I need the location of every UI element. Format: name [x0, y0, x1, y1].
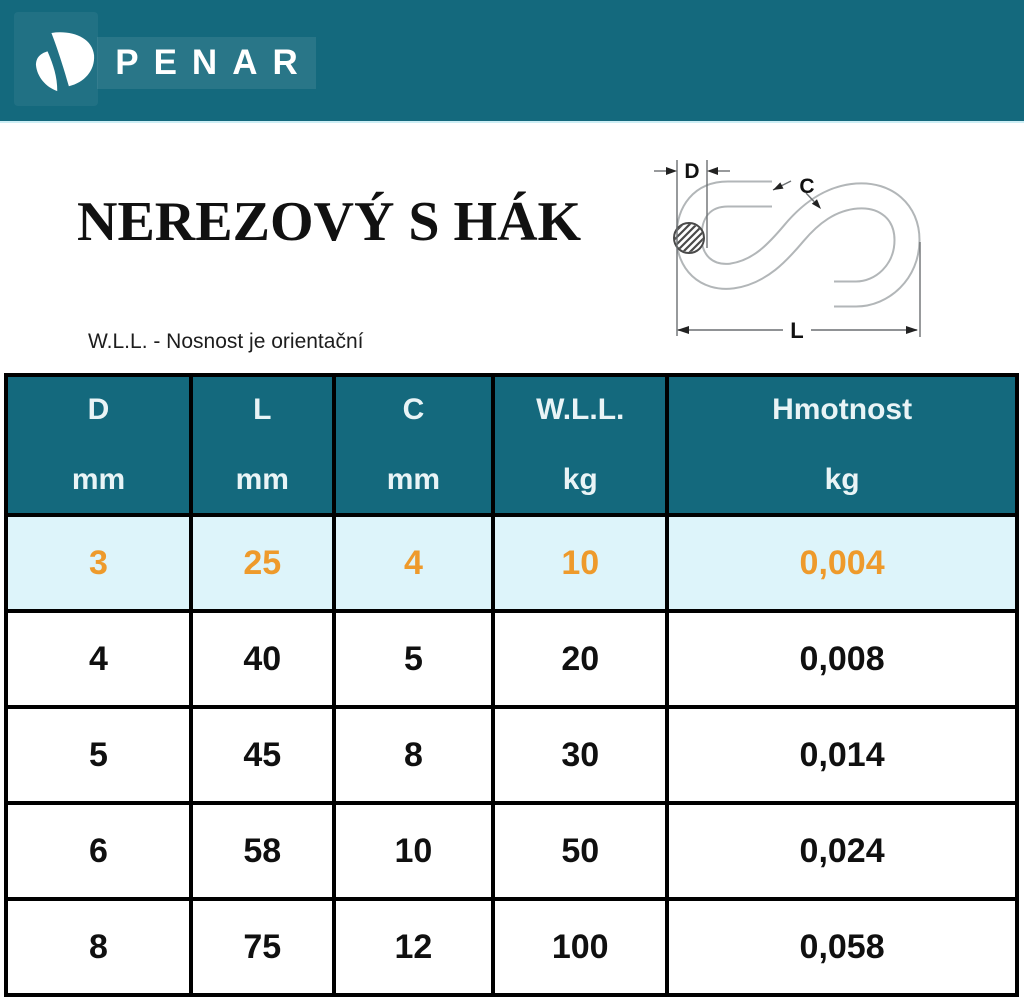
column-header-hmotnost: Hmotnost kg — [667, 375, 1017, 515]
wll-note: W.L.L. - Nosnost je orientační — [88, 330, 364, 353]
cell-hmotnost: 0,058 — [667, 899, 1017, 995]
penar-leaf-logo-icon — [34, 30, 96, 94]
brand-wordmark-box — [97, 37, 316, 89]
cell-c: 4 — [334, 515, 494, 611]
cell-wll: 30 — [493, 707, 667, 803]
cell-l: 45 — [191, 707, 334, 803]
cell-c: 5 — [334, 611, 494, 707]
dim-c-label: C — [799, 175, 815, 198]
brand-wordmark: PENAR — [115, 43, 313, 82]
cell-hmotnost: 0,024 — [667, 803, 1017, 899]
page-title: NEREZOVÝ S HÁK — [77, 191, 582, 253]
top-banner — [0, 0, 1024, 123]
cell-wll: 10 — [493, 515, 667, 611]
column-header-d: D mm — [6, 375, 191, 515]
cell-d: 3 — [6, 515, 191, 611]
dim-l-label: L — [790, 318, 804, 343]
cell-wll: 100 — [493, 899, 667, 995]
dim-d-label: D — [684, 160, 700, 183]
table-row — [6, 803, 1017, 899]
cell-l: 25 — [191, 515, 334, 611]
s-hook-diagram — [620, 140, 1000, 360]
cell-c: 12 — [334, 899, 494, 995]
spec-table — [4, 373, 1019, 997]
table-row-highlighted — [6, 515, 1017, 611]
dimension-c — [773, 175, 821, 209]
column-header-wll: W.L.L. kg — [493, 375, 667, 515]
column-header-l: L mm — [191, 375, 334, 515]
cell-l: 58 — [191, 803, 334, 899]
column-header-c: C mm — [334, 375, 494, 515]
cell-d: 4 — [6, 611, 191, 707]
cell-d: 6 — [6, 803, 191, 899]
cell-wll: 20 — [493, 611, 667, 707]
table-row — [6, 611, 1017, 707]
table-row — [6, 707, 1017, 803]
cell-hmotnost: 0,008 — [667, 611, 1017, 707]
cell-hmotnost: 0,014 — [667, 707, 1017, 803]
cell-l: 40 — [191, 611, 334, 707]
cell-d: 8 — [6, 899, 191, 995]
cell-d: 5 — [6, 707, 191, 803]
table-header-row — [6, 375, 1017, 515]
cell-c: 10 — [334, 803, 494, 899]
cell-hmotnost: 0,004 — [667, 515, 1017, 611]
cell-wll: 50 — [493, 803, 667, 899]
table-row — [6, 899, 1017, 995]
cell-c: 8 — [334, 707, 494, 803]
cell-l: 75 — [191, 899, 334, 995]
